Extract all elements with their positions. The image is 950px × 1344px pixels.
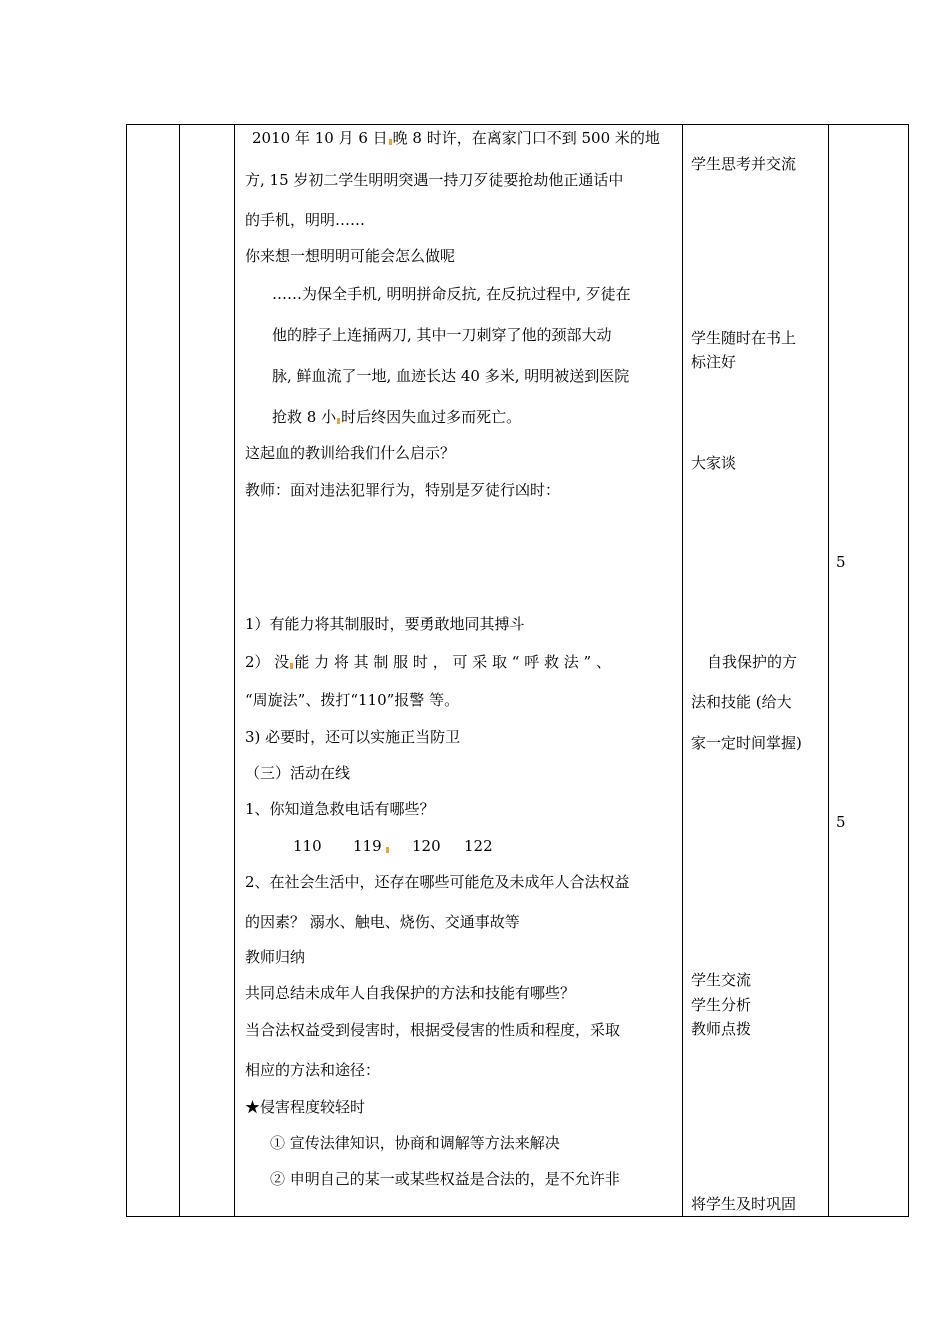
- teacher-text: 教师归纳: [245, 948, 306, 966]
- emergency-number: 122: [464, 837, 493, 855]
- student-activity: 学生思考并交流: [691, 155, 797, 173]
- story-line: 脉, 鲜血流了一地, 血迹长达 40 多米, 明明被送到医院: [272, 367, 630, 385]
- student-activity: 教师点拨: [691, 1020, 752, 1038]
- question-text: 1、你知道急救电话有哪些？: [245, 800, 435, 818]
- highlight-mark: [290, 663, 293, 669]
- student-activity: 标注好: [691, 353, 737, 371]
- body-text: 相应的方法和途径：: [245, 1061, 381, 1079]
- point-item: 1）有能力将其制服时，要勇敢地同其搏斗: [245, 615, 525, 633]
- student-activity: 自我保护的方: [707, 653, 798, 671]
- column-divider: [179, 125, 180, 1216]
- question-text: 2、在社会生活中，还存在哪些可能危及未成年人合法权益: [245, 873, 630, 891]
- student-activity: 学生分析: [691, 996, 752, 1014]
- point-item: 3) 必要时，还可以实施正当防卫: [245, 728, 461, 746]
- student-activity: 大家谈: [691, 454, 737, 472]
- highlight-mark: [337, 418, 340, 424]
- method-item: ② 申明自己的某一或某些权益是合法的，是不允许非: [270, 1170, 620, 1188]
- question-text: 共同总结未成年人自我保护的方法和技能有哪些？: [245, 984, 576, 1002]
- story-line: ……为保全手机, 明明拼命反抗, 在反抗过程中, 歹徒在: [272, 285, 631, 303]
- highlight-mark: [385, 836, 390, 856]
- story-line: 的手机，明明……: [245, 211, 366, 229]
- story-line: 2010 年 10 月 6 日 晚 8 时许，在离家门口不到 500 米的地: [252, 129, 660, 147]
- question-text: 你来想一想明明可能会怎么做呢: [245, 247, 456, 265]
- time-minutes: 5: [836, 813, 846, 831]
- student-activity: 将学生及时巩固: [691, 1195, 797, 1213]
- student-activity: 家一定时间掌握): [691, 734, 802, 752]
- question-text: 这起血的教训给我们什么启示？: [245, 444, 456, 462]
- method-item: ① 宣传法律知识，协商和调解等方法来解决: [270, 1134, 560, 1152]
- story-line: 抢救 8 小 时后终因失血过多而死亡。: [272, 408, 522, 426]
- emergency-number: 120: [412, 837, 441, 855]
- teacher-text: 教师：面对违法犯罪行为，特别是歹徒行凶时：: [245, 481, 561, 499]
- section-heading: ★侵害程度较轻时: [245, 1098, 366, 1116]
- section-heading: （三）活动在线: [245, 764, 351, 782]
- student-activity: 学生随时在书上: [691, 329, 797, 347]
- column-divider: [828, 125, 829, 1216]
- time-minutes: 5: [836, 553, 846, 571]
- highlight-mark: [389, 139, 392, 145]
- student-activity: 法和技能 (给大: [691, 693, 792, 711]
- point-item: “周旋法”、拨打“110”报警 等。: [245, 691, 460, 709]
- body-text: 当合法权益受到侵害时，根据受侵害的性质和程度，采取: [245, 1021, 621, 1039]
- emergency-number: 119: [353, 837, 382, 855]
- point-item: 2） 没 能 力 将 其 制 服 时 ， 可 采 取 “ 呼 救 法 ” 、: [245, 653, 611, 671]
- question-text: 的因素？ 溺水、触电、烧伤、交通事故等: [245, 913, 520, 931]
- story-line: 他的脖子上连捅两刀, 其中一刀刺穿了他的颈部大动: [272, 326, 612, 344]
- student-activity: 学生交流: [691, 971, 752, 989]
- column-divider: [682, 125, 683, 1216]
- column-divider: [234, 125, 235, 1216]
- story-line: 方, 15 岁初二学生明明突遇一持刀歹徒要抢劫他正通话中: [245, 171, 624, 189]
- emergency-number: 110: [293, 837, 322, 855]
